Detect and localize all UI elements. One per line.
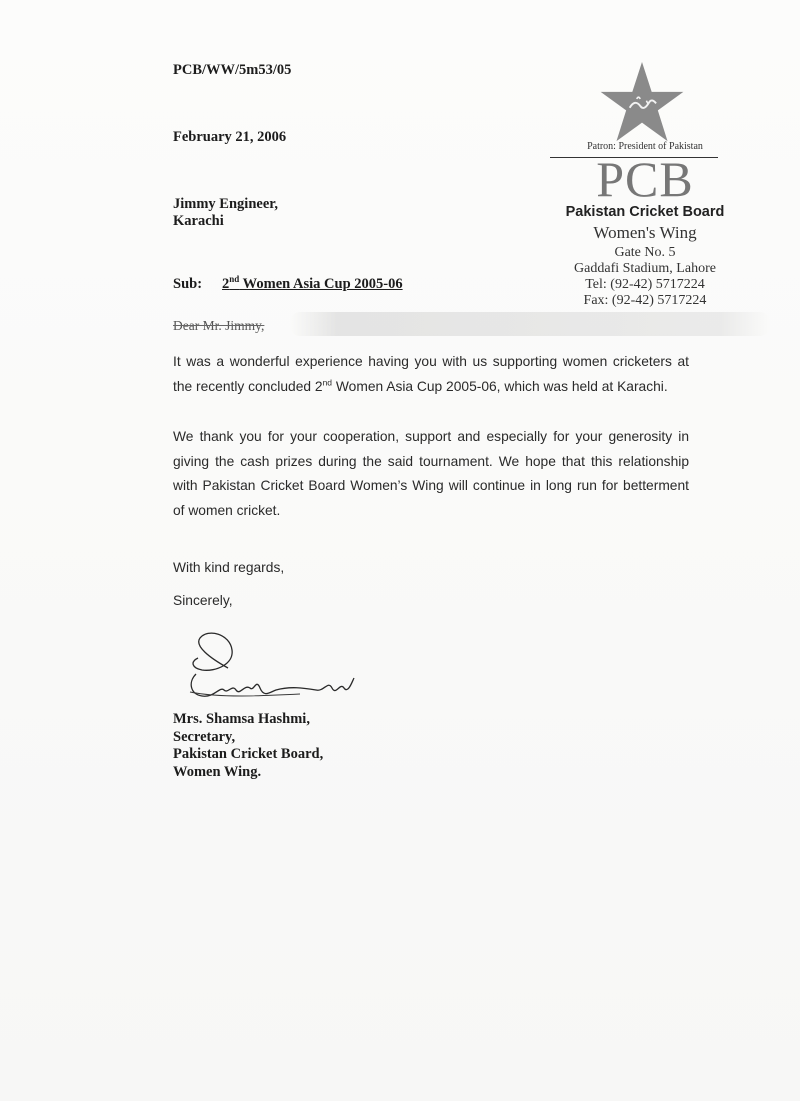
closing: With kind regards, — [173, 560, 285, 575]
recipient-address — [173, 196, 278, 230]
scan-smudge — [290, 312, 770, 336]
signatory-name: Mrs. Shamsa Hashmi, — [173, 711, 310, 727]
gate-address: Gate No. 5 — [614, 245, 676, 260]
signature-block — [173, 711, 323, 781]
reference-number: PCB/WW/5m53/05 — [173, 62, 292, 78]
star-logo-icon — [598, 60, 686, 144]
subject-text — [222, 276, 403, 292]
salutation: Dear Mr. Jimmy, — [173, 318, 265, 333]
sign-off: Sincerely, — [173, 593, 233, 608]
fax: Fax: (92-42) 5717224 — [583, 293, 707, 308]
paragraph-1-before: It was a wonderful experience having you with us supporting women cricketers at the recently concluded 2 — [173, 354, 689, 394]
star-shape — [601, 62, 684, 141]
paragraph-1 — [173, 350, 689, 399]
signature-stroke — [191, 674, 354, 696]
signatory-organization: Pakistan Cricket Board, — [173, 746, 324, 762]
paragraph-1-after: Women Asia Cup 2005-06, which was held at Karachi. — [332, 378, 668, 394]
paragraph-2: We thank you for your cooperation, support and especially for your generosity in giving the cash prizes during the said tournament. We hope that this relationship with Pakistan Cricket Board Women’s Wing will continue in long run for betterment of women cricket. — [173, 429, 689, 518]
subject-label: Sub: — [173, 275, 203, 292]
signature-loop — [193, 633, 232, 670]
subject-ordinal-number: 2 — [222, 275, 230, 292]
wing-name: Women's Wing — [593, 223, 697, 242]
subject-line — [173, 274, 403, 293]
patron-line: Patron: President of Pakistan — [587, 141, 703, 152]
recipient-name: Jimmy Engineer, — [173, 196, 278, 212]
pcb-logo-text: PCB — [596, 151, 694, 207]
paragraph-1-sup: nd — [322, 376, 333, 387]
subject-title: Women Asia Cup 2005-06 — [239, 275, 403, 292]
signatory-wing: Women Wing. — [173, 763, 262, 780]
letter-date: February 21, 2006 — [173, 129, 287, 145]
subject-ordinal-suffix: nd — [229, 274, 240, 284]
letterhead — [550, 60, 740, 310]
signature-image — [180, 628, 380, 718]
recipient-city: Karachi — [173, 213, 224, 229]
signatory-title: Secretary, — [173, 728, 236, 745]
telephone: Tel: (92-42) 5717224 — [585, 277, 705, 292]
board-name: Pakistan Cricket Board — [565, 204, 725, 220]
stadium-address: Gaddafi Stadium, Lahore — [574, 261, 716, 276]
